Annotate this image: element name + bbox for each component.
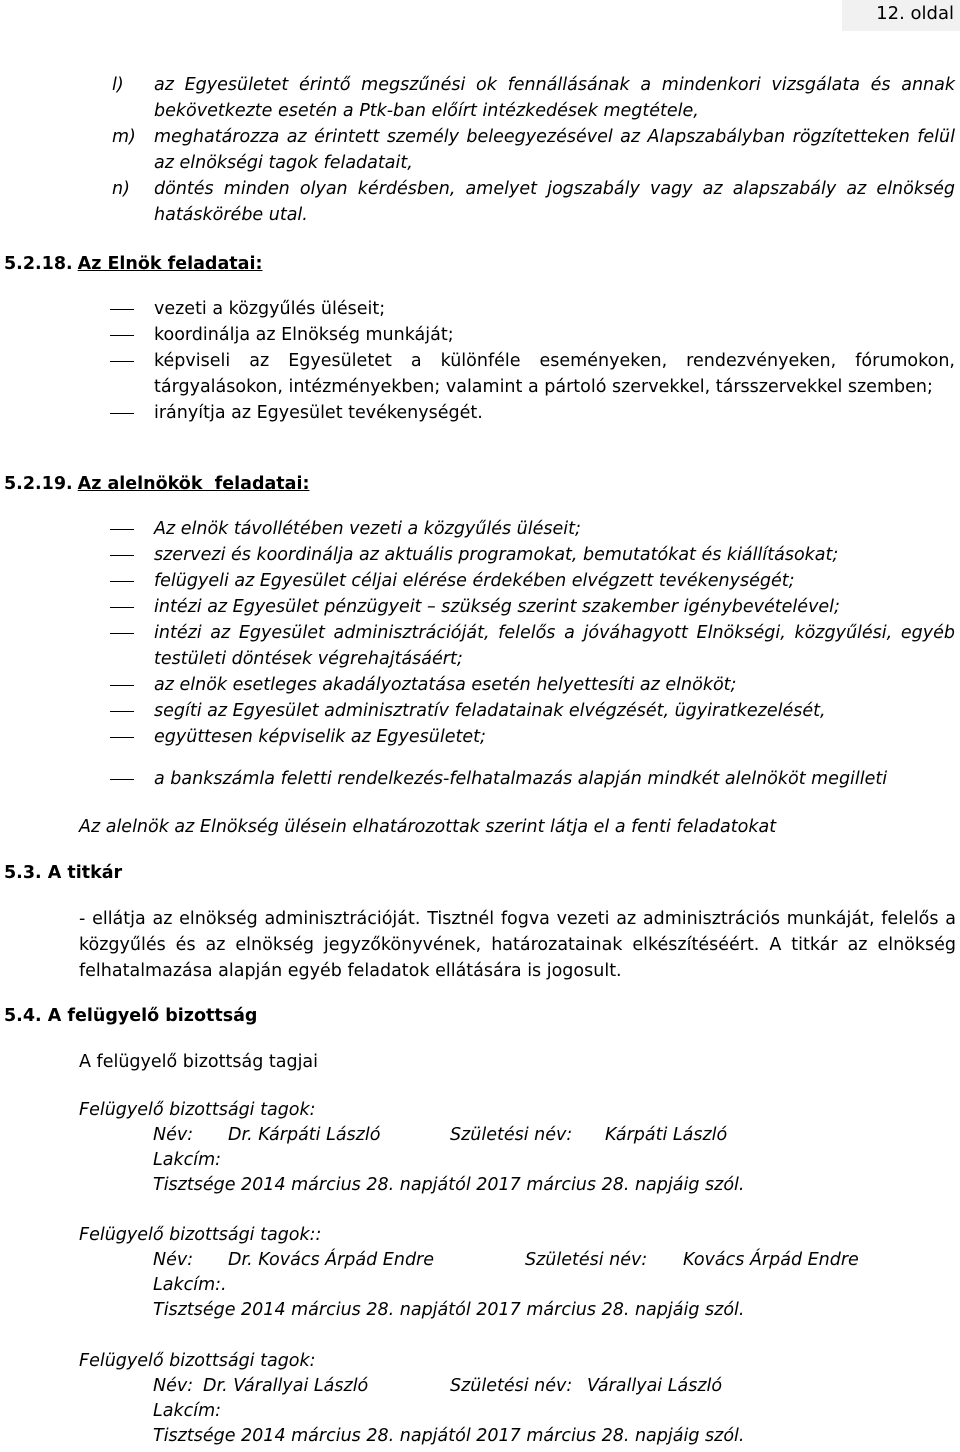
dash-bullet	[110, 309, 134, 310]
member-birth-label: Születési név:	[450, 1376, 573, 1396]
section-title: Az Elnök feladatai:	[77, 254, 263, 274]
list-item	[86, 594, 956, 620]
dash-bullet	[110, 685, 134, 686]
list-item	[86, 322, 956, 348]
dash-bullet	[110, 779, 134, 780]
dash-bullet	[110, 607, 134, 608]
vice-president-note: Az alelnök az Elnökség ülésein elhatározottak szerint látja el a fenti feladatokat	[79, 817, 777, 837]
dash-bullet	[110, 633, 134, 634]
item-text: intézi az Egyesület pénzügyeit – szükség szerint szakember igénybevételével;	[154, 597, 840, 617]
item-text: képviseli az Egyesületet a különféle eseményeken, rendezvényeken, fórumokon, tárgyalásokon, intézményekben; valamint a pártoló szervekkel, társszervekkel szemben;	[154, 351, 955, 397]
list-item	[86, 698, 956, 724]
item-text: vezeti a közgyűlés üléseit;	[154, 299, 386, 319]
section-5-4-heading: 5.4. A felügyelő bizottság	[4, 1006, 258, 1026]
item-marker: l)	[112, 75, 124, 95]
member-name-label: Név:	[153, 1250, 194, 1270]
dash-bullet	[110, 529, 134, 530]
list-item	[86, 516, 956, 542]
dash-bullet	[110, 361, 134, 362]
supervisory-board-subtitle: A felügyelő bizottság tagjai	[79, 1052, 319, 1072]
item-marker: m)	[112, 127, 136, 147]
item-marker: n)	[112, 179, 130, 199]
item-text: Az elnök távollétében vezeti a közgyűlés üléseit;	[154, 519, 581, 539]
list-item	[86, 542, 956, 568]
item-text: az Egyesületet érintő megszűnési ok fennállásának a mindenkori vizsgálata és annak bekövetkezte esetén a Ptk-ban előírt intézkedések megtétele,	[154, 75, 955, 121]
list-item	[86, 766, 956, 792]
member-address-label: Lakcím:	[153, 1150, 222, 1170]
member-group-label: Felügyelő bizottsági tagok:	[79, 1351, 316, 1371]
item-text: döntés minden olyan kérdésben, amelyet jogszabály vagy az alapszabály az elnökség hatáskörébe utal.	[154, 179, 955, 225]
member-term: Tisztsége 2014 március 28. napjától 2017 március 28. napjáig szól.	[153, 1426, 745, 1446]
secretary-paragraph: - ellátja az elnökség adminisztrációját. Tisztnél fogva vezeti az adminisztrációs munkáját, felelős a közgyűlés és az elnökség jegyzőkönyvének, határozatainak elkészítéséért. A titkár az elnökség felhatalmazása alapján egyéb feladatok ellátására is jogosult.	[79, 909, 956, 981]
vice-president-tasks-list	[86, 516, 956, 750]
member-birth-name: Várallyai László	[587, 1376, 723, 1396]
president-tasks-list	[86, 296, 956, 426]
item-text: intézi az Egyesület adminisztrációját, felelős a jóváhagyott Elnökségi, közgyűlési, egyéb testületi döntések végrehajtásáért;	[154, 623, 955, 669]
dash-bullet	[110, 581, 134, 582]
vice-president-extra-list	[86, 766, 956, 792]
item-text: irányítja az Egyesület tevékenységét.	[154, 403, 483, 423]
member-address-label: Lakcím:	[153, 1401, 222, 1421]
list-item	[86, 348, 956, 400]
list-item	[86, 620, 956, 672]
item-text: együttesen képviselik az Egyesületet;	[154, 727, 486, 747]
list-item	[86, 724, 956, 750]
list-item	[86, 176, 956, 228]
section-number: 5.2.18.	[4, 254, 73, 274]
item-text: koordinálja az Elnökség munkáját;	[154, 325, 454, 345]
item-text: meghatározza az érintett személy beleegyezésével az Alapszabályban rögzítetteken felül az elnökségi tagok feladatait,	[154, 127, 955, 173]
dash-bullet	[110, 413, 134, 414]
page-number: 12. oldal	[876, 3, 954, 24]
member-term: Tisztsége 2014 március 28. napjától 2017 március 28. napjáig szól.	[153, 1175, 745, 1195]
member-name: Dr. Várallyai László	[203, 1376, 369, 1396]
member-name-label: Név:	[153, 1376, 194, 1396]
item-text: segíti az Egyesület adminisztratív feladatainak elvégzését, ügyiratkezelését,	[154, 701, 826, 721]
item-text: szervezi és koordinálja az aktuális programokat, bemutatókat és kiállításokat;	[154, 545, 839, 565]
member-birth-name: Kárpáti László	[605, 1125, 728, 1145]
member-name: Dr. Kovács Árpád Endre	[228, 1250, 435, 1270]
list-item	[86, 568, 956, 594]
list-item	[86, 124, 956, 176]
list-item	[86, 672, 956, 698]
member-group-label: Felügyelő bizottsági tagok::	[79, 1225, 322, 1245]
dash-bullet	[110, 335, 134, 336]
list-item	[86, 296, 956, 322]
member-address-label: Lakcím:.	[153, 1275, 227, 1295]
item-text: a bankszámla feletti rendelkezés-felhatalmazás alapján mindkét alelnököt megilleti	[154, 769, 888, 789]
member-birth-name: Kovács Árpád Endre	[683, 1250, 859, 1270]
item-text: az elnök esetleges akadályoztatása esetén helyettesíti az elnököt;	[154, 675, 737, 695]
dash-bullet	[110, 737, 134, 738]
list-item	[86, 400, 956, 426]
section-5-2-18-heading	[4, 251, 262, 277]
section-title: Az alelnökök feladatai:	[77, 474, 310, 494]
member-name-label: Név:	[153, 1125, 194, 1145]
member-term: Tisztsége 2014 március 28. napjától 2017 március 28. napjáig szól.	[153, 1300, 745, 1320]
member-birth-label: Születési név:	[450, 1125, 573, 1145]
member-name: Dr. Kárpáti László	[228, 1125, 381, 1145]
section-5-2-19-heading	[4, 471, 309, 497]
section-5-3-heading: 5.3. A titkár	[4, 863, 123, 883]
intro-list	[86, 72, 956, 228]
member-birth-label: Születési név:	[525, 1250, 648, 1270]
member-group-label: Felügyelő bizottsági tagok:	[79, 1100, 316, 1120]
dash-bullet	[110, 555, 134, 556]
item-text: felügyeli az Egyesület céljai elérése érdekében elvégzett tevékenységét;	[154, 571, 795, 591]
list-item	[86, 72, 956, 124]
section-number: 5.2.19.	[4, 474, 73, 494]
dash-bullet	[110, 711, 134, 712]
